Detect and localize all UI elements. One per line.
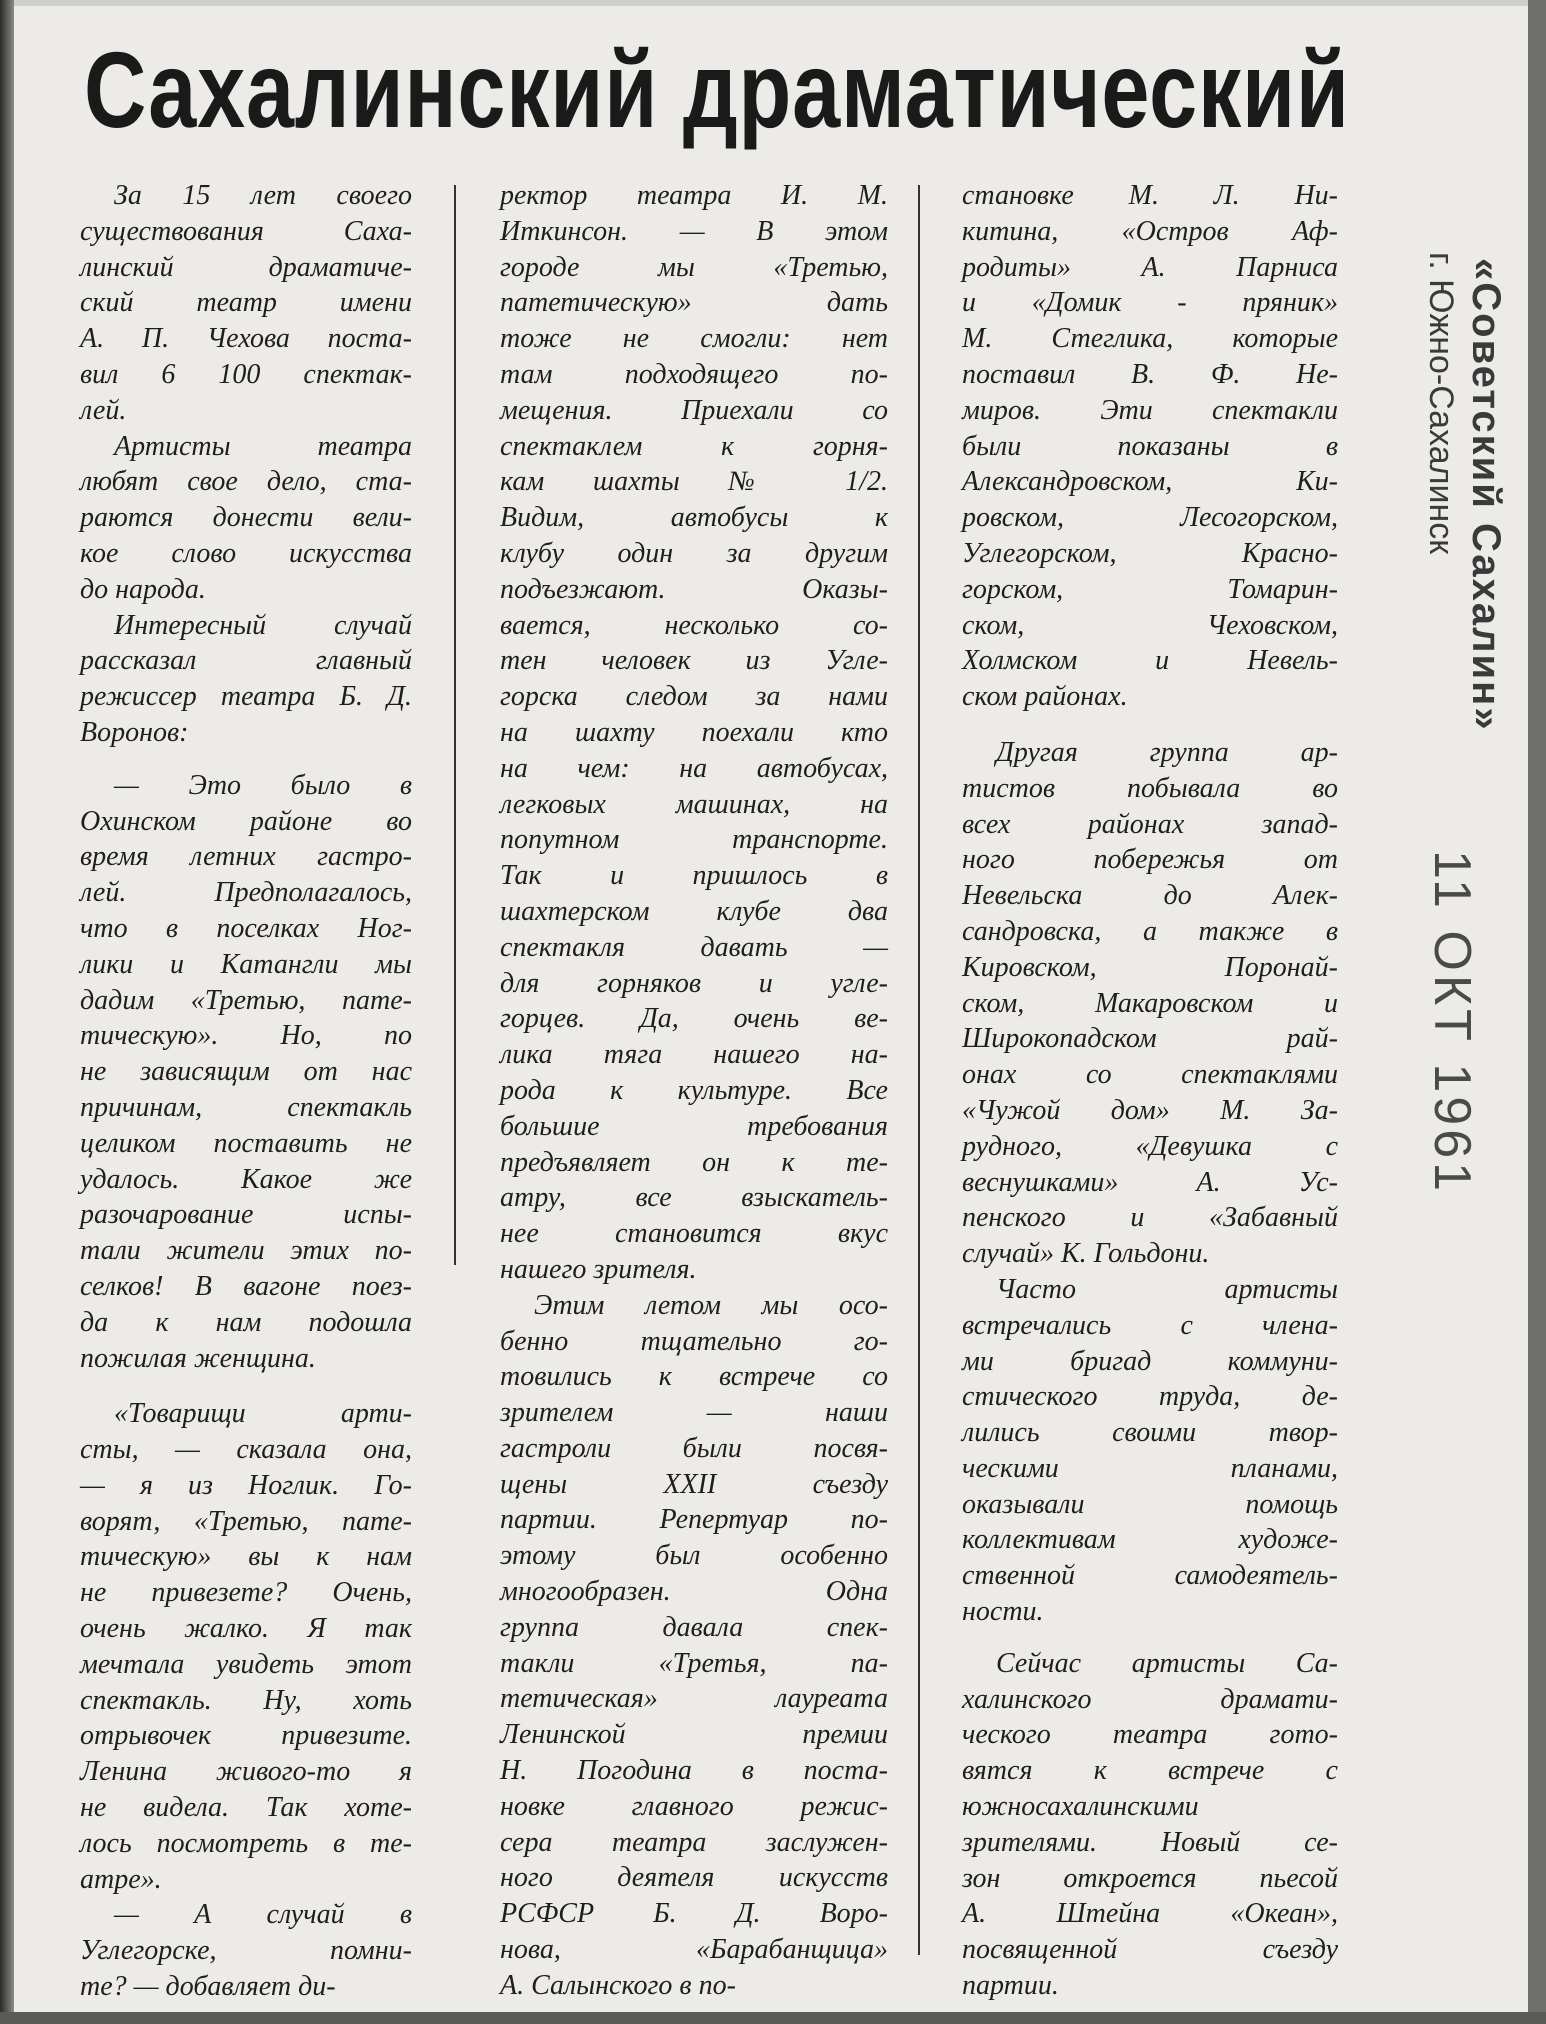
text-line: китина, «Остров Аф- (962, 215, 1338, 247)
text-line: ного побережья от (962, 844, 1338, 876)
text-line: Широкопадском рай- (962, 1023, 1338, 1055)
text-line: пенского и «Забавный (962, 1202, 1338, 1234)
text-line: не привезете? Очень, (80, 1577, 412, 1609)
text-line: щены XXII съезду (500, 1468, 888, 1500)
text-line: те? — добавляет ди- (80, 1971, 336, 2003)
paragraph (80, 429, 412, 608)
text-line: нее становится вкус (500, 1218, 888, 1250)
text-line: стического труда, де- (962, 1381, 1338, 1413)
text-line: Артисты театра (114, 430, 412, 462)
text-line: веснушками» А. Ус- (962, 1166, 1338, 1198)
text-line: ческими планами, (962, 1452, 1338, 1484)
paragraph (962, 1646, 1338, 2004)
text-line: спектакль. Ну, хоть (80, 1684, 412, 1716)
text-line: лось посмотреть в те- (80, 1827, 412, 1859)
text-line: были показаны в (962, 430, 1338, 462)
text-line: линский драматиче- (80, 251, 412, 283)
text-line: горском, Томарин- (962, 573, 1338, 605)
text-line: дадим «Третью, пате- (80, 984, 412, 1016)
text-line: становке М. Л. Ни- (962, 180, 1338, 211)
text-line: вил 6 100 спектак- (80, 358, 412, 390)
text-line: легковых машинах, на (500, 788, 888, 820)
text-line: гастроли были посвя- (500, 1432, 888, 1464)
text-line: спектаклем к горня- (500, 430, 888, 462)
text-line: Часто артисты (996, 1273, 1338, 1305)
text-line: ском районах. (962, 681, 1128, 713)
paragraph (962, 735, 1338, 1272)
text-line: что в поселках Ног- (80, 912, 412, 944)
paragraph (80, 1396, 412, 1897)
text-line: раются донести вели- (80, 502, 412, 534)
text-line: любят свое дело, ста- (80, 466, 412, 498)
text-line: лей. Предполагалось, (80, 877, 412, 909)
text-line: сты, — сказала она, (80, 1434, 412, 1466)
text-line: всех районах запад- (962, 808, 1338, 840)
text-line: нова, «Барабанщица» (500, 1934, 888, 1966)
article-column-1 (80, 178, 412, 2005)
text-line: и «Домик - пряник» (962, 287, 1338, 319)
text-line: группа давала спек- (500, 1611, 888, 1643)
column-rule (918, 185, 920, 1955)
text-line: ском, Макаровском и (962, 987, 1338, 1019)
text-line: целиком поставить не (80, 1127, 412, 1159)
text-line: посвященной съезду (962, 1934, 1338, 1966)
stamp-newspaper-name: «Советский Сахалин» (1464, 258, 1508, 732)
text-line: мещения. Приехали со (500, 394, 888, 426)
text-line: вается, несколько со- (500, 609, 888, 641)
text-line: халинского драмати- (962, 1683, 1338, 1715)
text-line: М. Стеглика, которые (962, 323, 1338, 355)
text-line: мечтала увидеть этот (80, 1648, 412, 1680)
text-line: тическую» вы к нам (80, 1541, 412, 1573)
text-line: рудного, «Девушка с (962, 1130, 1338, 1162)
text-line: не зависящим от нас (80, 1056, 412, 1088)
article-headline: Сахалинский драматический (84, 29, 1350, 150)
paragraph (500, 1288, 888, 2004)
text-line: кое слово искусства (80, 537, 412, 569)
text-line: Воронов: (80, 716, 189, 748)
text-line: ском, Чеховском, (962, 609, 1338, 641)
article-column-3 (962, 178, 1338, 2004)
text-line: горска следом за нами (500, 681, 888, 713)
text-line: такли «Третья, па- (500, 1647, 888, 1679)
text-line: Интересный случай (114, 609, 412, 641)
text-line: Иткинсон. — В этом (500, 215, 888, 247)
text-line: лились своими твор- (962, 1417, 1338, 1449)
text-line: тическую». Но, по (80, 1020, 412, 1052)
text-line: оказывали помощь (962, 1488, 1338, 1520)
text-line: тоже не смогли: нет (500, 323, 888, 355)
text-line: партии. Репертуар по- (500, 1504, 888, 1536)
clipping-top-edge (0, 0, 1546, 6)
text-line: городе мы «Третью, (500, 251, 888, 283)
text-line: Видим, автобусы к (500, 502, 888, 534)
article-column-2 (500, 178, 888, 2004)
text-line: Этим летом мы осо- (534, 1289, 888, 1321)
text-line: А. Штейна «Океан», (962, 1898, 1338, 1930)
text-line: Ленинской премии (500, 1719, 888, 1751)
text-line: тистов побывала во (962, 772, 1338, 804)
text-line: случай» К. Гольдони. (962, 1238, 1210, 1270)
text-line: ский театр имени (80, 287, 412, 319)
text-line: зон откроется пьесой (962, 1862, 1338, 1894)
text-line: Углегорском, Красно- (962, 537, 1338, 569)
text-line: горцев. Да, очень ве- (500, 1003, 888, 1035)
text-line: режиссер театра Б. Д. (80, 681, 412, 713)
text-line: лей. (80, 394, 127, 426)
column-rule (454, 185, 456, 1265)
text-line: до народа. (80, 573, 206, 605)
text-line: большие требования (500, 1110, 888, 1142)
text-line: — Это было в (114, 769, 412, 801)
text-line: Н. Погодина в поста- (500, 1755, 888, 1787)
text-line: сандровска, а также в (962, 915, 1338, 947)
text-line: предъявляет он к те- (500, 1146, 888, 1178)
text-line: время летних гастро- (80, 841, 412, 873)
text-line: ности. (962, 1596, 1044, 1628)
text-line: Невельска до Алек- (962, 880, 1338, 912)
text-line: южносахалинскими (962, 1791, 1199, 1823)
text-line: рассказал главный (80, 645, 412, 677)
text-line: коллективам художе- (962, 1524, 1338, 1556)
text-line: лики и Катангли мы (80, 948, 412, 980)
text-line: новке главного режис- (500, 1790, 888, 1822)
text-line: разочарование испы- (80, 1199, 412, 1231)
paragraph (80, 608, 412, 751)
text-line: Так и пришлось в (500, 860, 888, 892)
text-line: РСФСР Б. Д. Воро- (500, 1898, 888, 1930)
text-line: поставил В. Ф. Не- (962, 358, 1338, 390)
clipping-left-edge (0, 0, 14, 2024)
text-line: рода к культуре. Все (500, 1074, 888, 1106)
stamp-city: г. Южно-Сахалинск (1422, 252, 1460, 555)
text-line: сера театра заслужен- (500, 1826, 888, 1858)
text-line: ровском, Лесогорском, (962, 502, 1338, 534)
text-line: лика тяга нашего на- (500, 1039, 888, 1071)
paragraph (80, 178, 412, 429)
text-line: — А случай в (114, 1899, 412, 1931)
text-line: бенно тщательно го- (500, 1325, 888, 1357)
text-line: да к нам подошла (80, 1306, 412, 1338)
paragraph (500, 178, 888, 1288)
text-line: ческого театра гото- (962, 1719, 1338, 1751)
text-line: подъезжают. Оказы- (500, 573, 888, 605)
text-line: ректор театра И. М. (500, 180, 888, 211)
text-line: Углегорске, помни- (80, 1935, 412, 1967)
text-line: существования Саха- (80, 215, 412, 247)
paragraph (962, 1272, 1338, 1630)
text-line: ворят, «Третью, пате- (80, 1505, 412, 1537)
text-line: многообразен. Одна (500, 1576, 888, 1608)
text-line: патетическую» дать (500, 287, 888, 319)
text-line: пожилая женщина. (80, 1342, 316, 1374)
text-line: удалось. Какое же (80, 1163, 412, 1195)
text-line: встречались с члена- (962, 1309, 1338, 1341)
text-line: тен человек из Угле- (500, 645, 888, 677)
paragraph (80, 768, 412, 1377)
text-line: «Чужой дом» М. За- (962, 1094, 1338, 1126)
text-line: атру, все взыскатель- (500, 1182, 888, 1214)
text-line: ного деятеля искусств (500, 1862, 888, 1894)
scan-right-border (1528, 0, 1546, 2024)
text-line: кам шахты № 1/2. (500, 466, 888, 498)
text-line: Кировском, Поронай- (962, 951, 1338, 983)
text-line: попутном транспорте. (500, 824, 888, 856)
text-line: там подходящего по- (500, 358, 888, 390)
text-line: — я из Ноглик. Го- (80, 1469, 412, 1501)
text-line: на чем: на автобусах, (500, 752, 888, 784)
stamp-date: 11 ОКТ 1961 (1423, 850, 1481, 1196)
text-line: зрителем — наши (500, 1397, 888, 1429)
text-line: зрителями. Новый се- (962, 1826, 1338, 1858)
text-line: этому был особенно (500, 1540, 888, 1572)
text-line: очень жалко. Я так (80, 1613, 412, 1645)
text-line: товились к встрече со (500, 1361, 888, 1393)
text-line: «Товарищи арти- (114, 1398, 412, 1430)
scan-bottom-border (0, 2012, 1546, 2024)
text-line: отрывочек привезите. (80, 1720, 412, 1752)
text-line: клубу один за другим (500, 537, 888, 569)
text-line: вятся к встрече с (962, 1755, 1338, 1787)
text-line: Ленина живого-то я (80, 1756, 412, 1788)
text-line: А. П. Чехова поста- (80, 323, 412, 355)
text-line: А. Салынского в по- (500, 1969, 736, 2001)
text-line: Охинском районе во (80, 805, 412, 837)
text-line: ственной самодеятель- (962, 1560, 1338, 1592)
text-line: на шахту поехали кто (500, 716, 888, 748)
text-line: шахтерском клубе два (500, 895, 888, 927)
text-line: нашего зрителя. (500, 1253, 697, 1285)
text-line: Холмском и Невель- (962, 645, 1338, 677)
text-line: Александровском, Ки- (962, 466, 1338, 498)
text-line: партии. (962, 1970, 1059, 2002)
paragraph (80, 1897, 412, 2004)
text-line: тали жители этих по- (80, 1235, 412, 1267)
text-line: родиты» А. Парниса (962, 251, 1338, 283)
text-line: ми бригад коммуни- (962, 1345, 1338, 1377)
paragraph (962, 178, 1338, 715)
text-line: селков! В вагоне поез- (80, 1270, 412, 1302)
text-line: Сейчас артисты Са- (996, 1647, 1338, 1679)
text-line: причинам, спектакль (80, 1091, 412, 1123)
text-line: онах со спектаклями (962, 1059, 1338, 1091)
text-line: тетическая» лауреата (500, 1683, 888, 1715)
text-line: спектакля давать — (500, 931, 888, 963)
text-line: Другая группа ар- (996, 736, 1338, 768)
text-line: не видела. Так хоте- (80, 1792, 412, 1824)
text-line: для горняков и угле- (500, 967, 888, 999)
text-line: За 15 лет своего (114, 180, 412, 211)
text-line: атре». (80, 1863, 162, 1895)
text-line: миров. Эти спектакли (962, 394, 1338, 426)
